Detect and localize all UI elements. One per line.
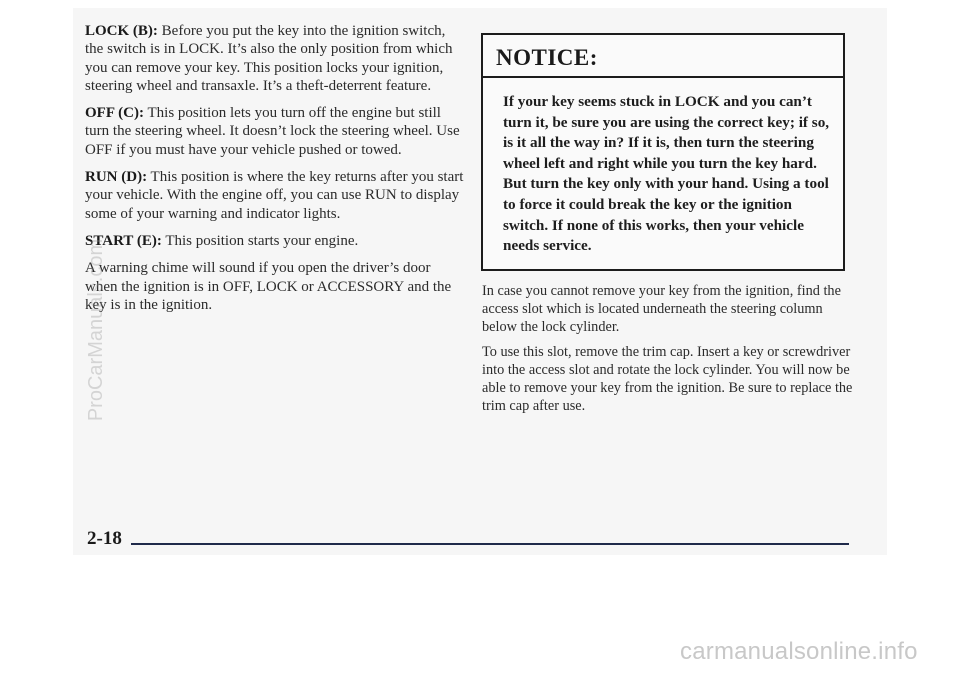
- text-off: This position lets you turn off the engine but still turn the steering wheel. It doesn’t lock the steering wheel. Use OFF if you must have your vehicle pushed or towed.: [85, 105, 460, 158]
- right-column: [482, 283, 860, 424]
- paragraph-off: [85, 104, 465, 159]
- text-lock: Before you put the key into the ignition switch, the switch is in LOCK. It’s also the only position from which you can remove your key. This position locks your ignition, steering wheel and transaxle. It’s a theft-deterrent feature.: [85, 23, 453, 94]
- left-column: [85, 22, 465, 323]
- bottom-watermark: carmanualsonline.info: [680, 638, 918, 665]
- page-number: 2-18: [87, 528, 122, 549]
- text-start: This position starts your engine.: [161, 232, 359, 249]
- paragraph-access-slot: In case you cannot remove your key from the ignition, find the access slot which is located underneath the steering column below the lock cylinder.: [482, 283, 841, 335]
- term-off: OFF (C):: [85, 105, 145, 122]
- manual-page: [73, 8, 887, 555]
- term-start: START (E):: [85, 232, 162, 249]
- text-run: This position is where the key returns after you start your vehicle. With the engine off, you can use RUN to display some of your warning and indicator lights.: [85, 169, 464, 222]
- notice-title: NOTICE:: [483, 35, 843, 78]
- side-watermark-text: ProCarManuals.com: [85, 238, 107, 422]
- paragraph-trim-cap: To use this slot, remove the trim cap. Insert a key or screwdriver into the access slot and rotate the lock cylinder. You will now be able to remove your key from the ignition. Be sure to replace the trim cap after use.: [482, 344, 853, 414]
- paragraph-start: [85, 232, 465, 250]
- paragraph-lock: [85, 22, 465, 95]
- notice-body: If your key seems stuck in LOCK and you can’t turn it, be sure you are using the correct key; if so, is it all the way in? If it is, then turn the steering wheel left and right while you turn the key hard. But turn the key only with your hand. Using a tool to force it could break the key or the ignition switch. If none of this works, then your vehicle needs service.: [503, 93, 830, 255]
- notice-box: [481, 33, 845, 271]
- text-chime: A warning chime will sound if you open the driver’s door when the ignition is in OFF, LOCK or ACCESSORY and the key is in the ignition.: [85, 260, 452, 313]
- footer-rule: [131, 543, 849, 545]
- paragraph-chime: [85, 259, 465, 314]
- term-lock: LOCK (B):: [85, 23, 158, 39]
- term-run: RUN (D):: [85, 169, 148, 186]
- paragraph-run: [85, 168, 465, 223]
